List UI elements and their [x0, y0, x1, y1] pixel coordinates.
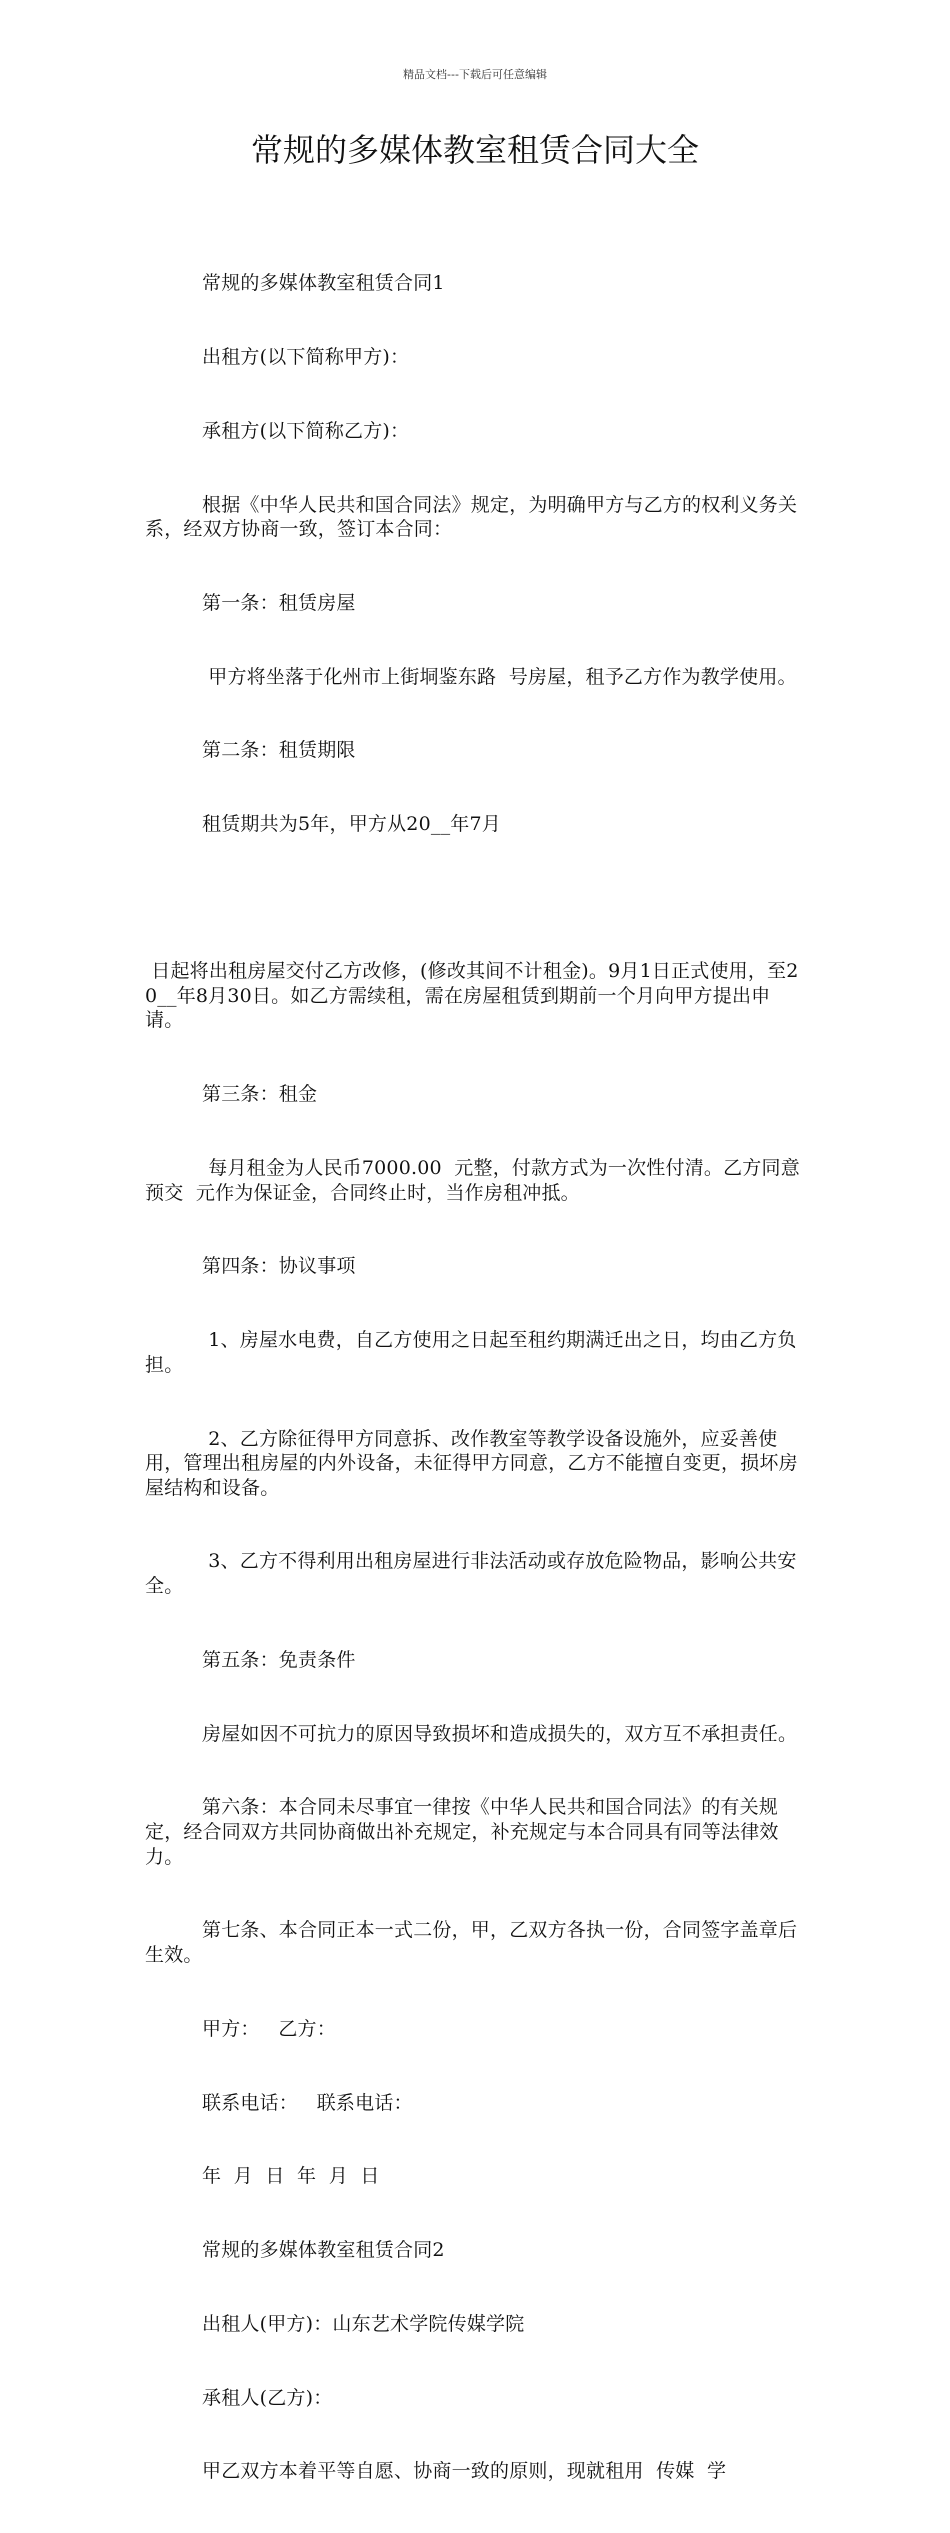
clause-heading: 第二条：租赁期限 [202, 739, 356, 762]
clause-heading: 第一条：租赁房屋 [202, 591, 356, 614]
paragraph: 承租方(以下简称乙方)： [202, 419, 410, 442]
paragraph: 甲乙双方本着平等自愿、协商一致的原则，现就租用 传媒 学 [202, 2460, 727, 2483]
document-body [145, 222, 805, 2533]
clause-heading: 第五条：免责条件 [202, 1648, 356, 1671]
paragraph: 1、房屋水电费，自乙方使用之日起至租约期满迁出之日，均由乙方负担。 [145, 1329, 797, 1376]
date-line: 年 月 日 年 月 日 [202, 2165, 380, 2188]
paragraph: 承租人(乙方)： [202, 2386, 333, 2409]
page-title: 常规的多媒体教室租赁合同大全 [250, 131, 699, 169]
section-heading: 常规的多媒体教室租赁合同1 [202, 272, 445, 295]
paragraph: 甲方将坐落于化州市上街垌鉴东路 号房屋，租予乙方作为教学使用。 [202, 665, 797, 688]
paragraph: 第七条、本合同正本一式二份，甲，乙双方各执一份，合同签字盖章后生效。 [145, 1919, 798, 1966]
paragraph: 房屋如因不可抗力的原因导致损坏和造成损失的，双方互不承担责任。 [202, 1722, 798, 1745]
paragraph: 出租方(以下简称甲方)： [202, 345, 410, 368]
paragraph: 3、乙方不得利用出租房屋进行非法活动或存放危险物品，影响公共安全。 [145, 1550, 797, 1598]
clause-heading: 第四条：协议事项 [202, 1255, 356, 1278]
paragraph: 2、乙方除征得甲方同意拆、改作教室等教学设备设施外，应妥善使用，管理出租房屋的内外设备，未征得甲方同意，乙方不能擅自变更，损坏房屋结构和设备。 [145, 1427, 798, 1499]
signature-line: 甲方： 乙方： [202, 2017, 336, 2040]
paragraph: 第六条：本合同未尽事宜一律按《中华人民共和国合同法》的有关规定，经合同双方共同协商做出补充规定，补充规定与本合同具有同等法律效力。 [145, 1796, 779, 1868]
paragraph: 租赁期共为5年，甲方从20__年7月 [202, 813, 501, 836]
blank-line [145, 886, 805, 910]
clause-heading: 第三条：租金 [202, 1083, 318, 1106]
paragraph: 每月租金为人民币7000.00 元整，付款方式为一次性付清。乙方同意预交 元作为保证金，合同终止时，当作房租冲抵。 [145, 1156, 800, 1204]
phone-line: 联系电话： 联系电话： [202, 2091, 413, 2114]
paragraph: 出租人(甲方)：山东艺术学院传媒学院 [202, 2312, 525, 2335]
paragraph: 日起将出租房屋交付乙方改修，(修改其间不计租金)。9月1日正式使用，至20__年8月30日。如乙方需续租，需在房屋租赁到期前一个月向甲方提出申请。 [145, 960, 799, 1032]
section-heading: 常规的多媒体教室租赁合同2 [202, 2239, 445, 2262]
paragraph: 根据《中华人民共和国合同法》规定，为明确甲方与乙方的权利义务关系，经双方协商一致，签订本合同： [145, 493, 798, 541]
header-watermark: 精品文档---下载后可任意编辑 [403, 68, 547, 81]
